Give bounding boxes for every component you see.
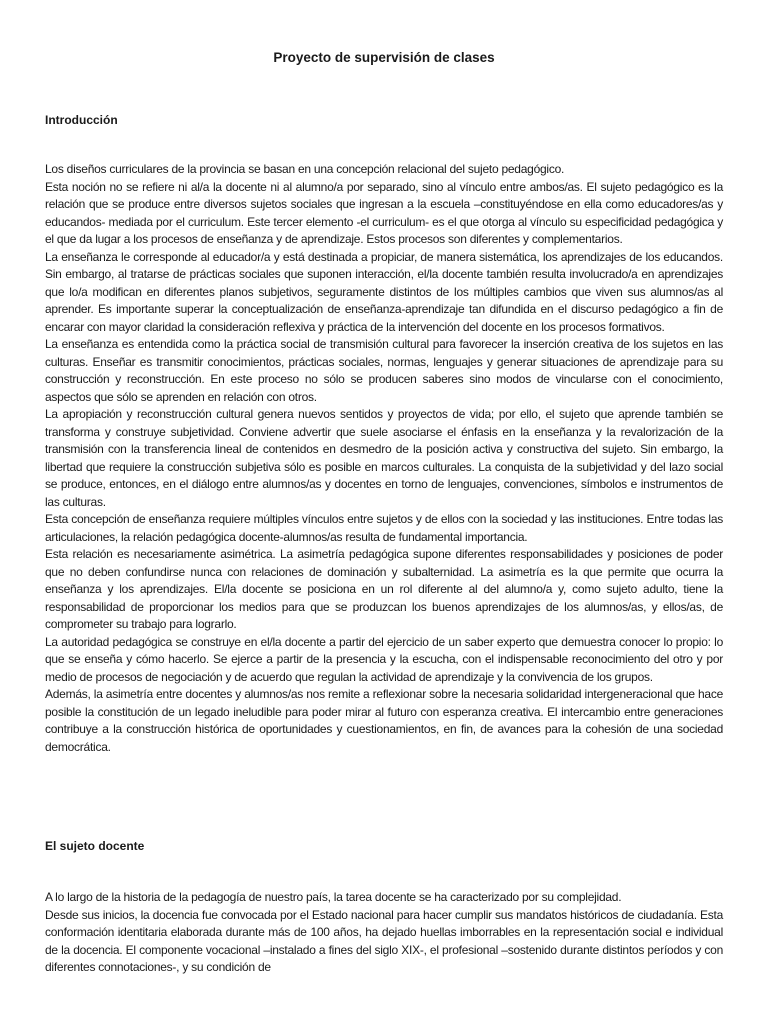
paragraph: La enseñanza es entendida como la práctica social de transmisión cultural para favorecer la inserción creativa de los sujetos en las culturas. Enseñar es transmitir conocimientos, prácticas sociales, normas, lenguajes y generar situaciones de aprendizaje para su construcción y reconstrucción. En este proceso no sólo se producen saberes sino modos de vincularse con el conocimiento, aspectos que sólo se aprenden en relación con otros. <box>45 337 723 404</box>
section-body-introduccion <box>45 161 723 756</box>
paragraph: Esta concepción de enseñanza requiere múltiples vínculos entre sujetos y de ellos con la sociedad y las instituciones. Entre todas las articulaciones, la relación pedagógica docente-alumnos/as resulta de fundamental importancia. <box>45 512 723 544</box>
paragraph: A lo largo de la historia de la pedagogía de nuestro país, la tarea docente se ha caracterizado por su complejidad. <box>45 890 622 904</box>
paragraph: Esta relación es necesariamente asimétrica. La asimetría pedagógica supone diferentes responsabilidades y posiciones de poder que no deben confundirse nunca con relaciones de dominación y subalternidad. La asimetría es la que permite que ocurra la enseñanza y los aprendizajes. El/la docente se posiciona en un rol diferente al del alumno/a y, como sujeto adulto, tiene la responsabilidad de proporcionar los medios para que se produzcan los buenos aprendizajes de los alumnos/as, y ellos/as, de comprometer su trabajo para lograrlo. <box>45 547 723 631</box>
paragraph: La apropiación y reconstrucción cultural genera nuevos sentidos y proyectos de vida; por ello, el sujeto que aprende también se transforma y construye subjetividad. Conviene advertir que suele asociarse el énfasis en la enseñanza y la revalorización de la transmisión con la transferencia lineal de contenidos en desmedro de la posición activa y constructiva del sujeto. Sin embargo, la libertad que requiere la construcción subjetiva sólo es posible en marcos culturales. La conquista de la subjetividad y del lazo social se produce, entonces, en el diálogo entre alumnos/as y docentes en torno de lenguajes, convenciones, símbolos e instrumentos de las culturas. <box>45 407 723 509</box>
paragraph: Desde sus inicios, la docencia fue convocada por el Estado nacional para hacer cumplir sus mandatos históricos de ciudadanía. Esta conformación identitaria elaborada durante más de 100 años, ha dejado huellas imborrables en la representación social e individual de la docencia. El componente vocacional –instalado a fines del siglo XIX-, el profesional –sostenido durante distintos períodos y con diferentes connotaciones-, y su condición de <box>45 907 723 974</box>
paragraph: Además, la asimetría entre docentes y alumnos/as nos remite a reflexionar sobre la necesaria solidaridad intergeneracional que hace posible la constitución de un legado ineludible para poder mirar al futuro con esperanza creativa. El intercambio entre generaciones contribuye a la construcción histórica de oportunidades y cuestionamientos, en fin, de avances para la cohesión de una sociedad democrática. <box>45 687 723 754</box>
section-body-sujeto-docente <box>45 889 723 977</box>
paragraph: Esta noción no se refiere ni al/a la docente ni al alumno/a por separado, sino al vínculo entre ambos/as. El sujeto pedagógico es la relación que se produce entre diversos sujetos sociales que ingresan a la escuela –constituyéndose en ella como educadores/as y educandos- mediada por el curriculum. Este tercer elemento -el curriculum- es el que otorga al vínculo su especificidad pedagógica y el que da lugar a los procesos de enseñanza y de aprendizaje. Estos procesos son diferentes y complementarios. <box>45 179 723 246</box>
document-title: Proyecto de supervisión de clases <box>273 50 495 65</box>
section-heading-sujeto-docente: El sujeto docente <box>45 839 145 853</box>
section-heading-introduccion: Introducción <box>45 113 118 127</box>
paragraph: La autoridad pedagógica se construye en el/la docente a partir del ejercicio de un saber experto que demuestra conocer lo propio: lo que se enseña y cómo hacerlo. Se ejerce a partir de la presencia y la escucha, con el indispensable reconocimiento del otro y por medio de procesos de negociación y de acuerdo que regulan la actividad de aprendizaje y la convivencia de los grupos. <box>45 634 723 684</box>
paragraph: Los diseños curriculares de la provincia se basan en una concepción relacional del sujeto pedagógico. <box>45 162 565 176</box>
paragraph: La enseñanza le corresponde al educador/a y está destinada a propiciar, de manera sistemática, los aprendizajes de los educandos. Sin embargo, al tratarse de prácticas sociales que suponen interacción, el/la docente también resulta involucrado/a en aprendizajes que lo/a modifican en diferentes planos subjetivos, seguramente distintos de los múltiples cambios que viven sus alumnos/as al aprender. Es importante superar la conceptualización de enseñanza-aprendizaje tan difundida en el discurso pedagógico a fin de encarar con mayor claridad la consideración reflexiva y práctica de la intervención del docente en los procesos formativos. <box>45 249 723 334</box>
